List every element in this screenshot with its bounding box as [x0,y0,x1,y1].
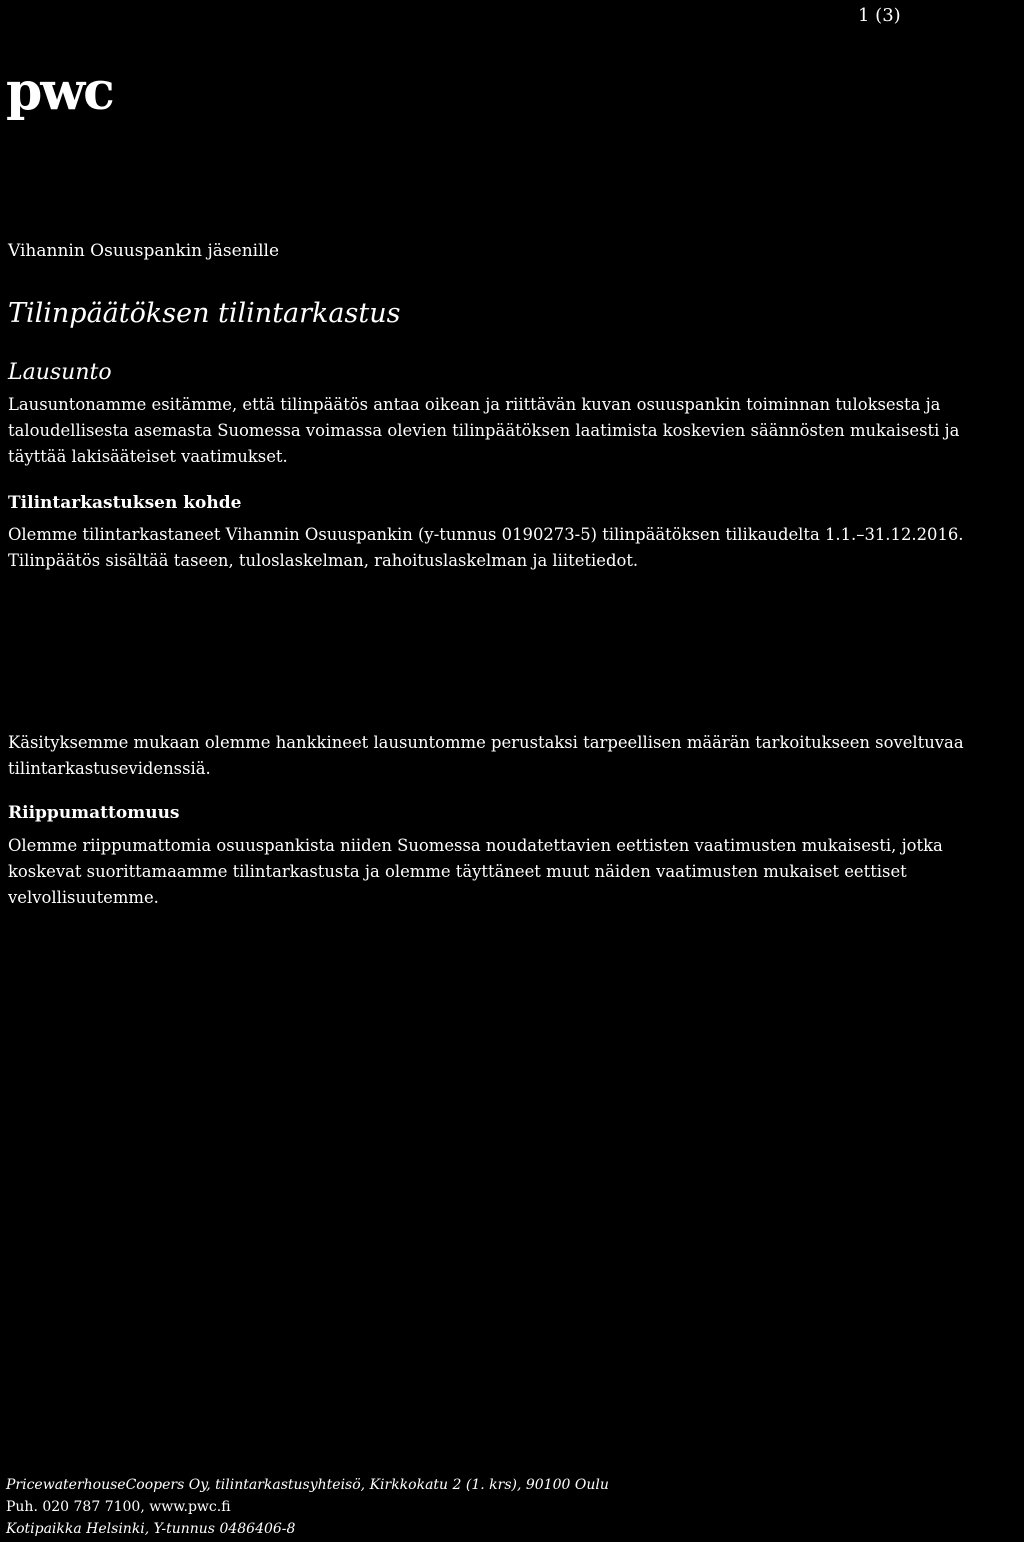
opinion-paragraph: Lausuntonamme esitämme, että tilinpäätös antaa oikean ja riittävän kuvan osuuspankin toiminnan tuloksesta ja taloudellisesta asemasta Suomessa voimassa olevien tilinpäätöksen laatimista koskevien säännösten mukaisesti ja täyttää lakisääteiset vaatimukset. [8,395,960,466]
footer [6,1474,609,1540]
footer-contact-line: Puh. 020 787 7100, www.pwc.fi [6,1499,231,1515]
opinion-heading: Lausunto [8,360,112,385]
scope-heading: Tilintarkastuksen kohde [8,493,242,513]
independence-heading: Riippumattomuus [8,803,180,823]
page-number: 1 (3) [858,5,901,26]
footer-registration-line: Kotipaikka Helsinki, Y-tunnus 0486406-8 [6,1521,296,1537]
independence-paragraph: Olemme riippumattomia osuuspankista niiden Suomessa noudatettavien eettisten vaatimusten mukaisesti, jotka koskevat suorittamaamme tilintarkastusta ja olemme täyttäneet muut näiden vaatimusten mukaiset eettiset velvollisuutemme. [8,836,943,907]
footer-company-line: PricewaterhouseCoopers Oy, tilintarkastusyhteisö, Kirkkokatu 2 (1. krs), 90100 Oulu [6,1477,609,1493]
document-title: Tilinpäätöksen tilintarkastus [8,298,401,329]
scope-paragraph: Olemme tilintarkastaneet Vihannin Osuuspankin (y-tunnus 0190273-5) tilinpäätöksen tilikaudelta 1.1.–31.12.2016. Tilinpäätös sisältää taseen, tuloslaskelman, rahoituslaskelman ja liitetiedot. [8,525,964,570]
recipient-line: Vihannin Osuuspankin jäsenille [8,241,280,261]
evidence-paragraph: Käsityksemme mukaan olemme hankkineet lausuntomme perustaksi tarpeellisen määrän tarkoitukseen soveltuvaa tilintarkastusevidenssiä. [8,733,964,778]
pwc-logo: pwc [6,61,113,122]
